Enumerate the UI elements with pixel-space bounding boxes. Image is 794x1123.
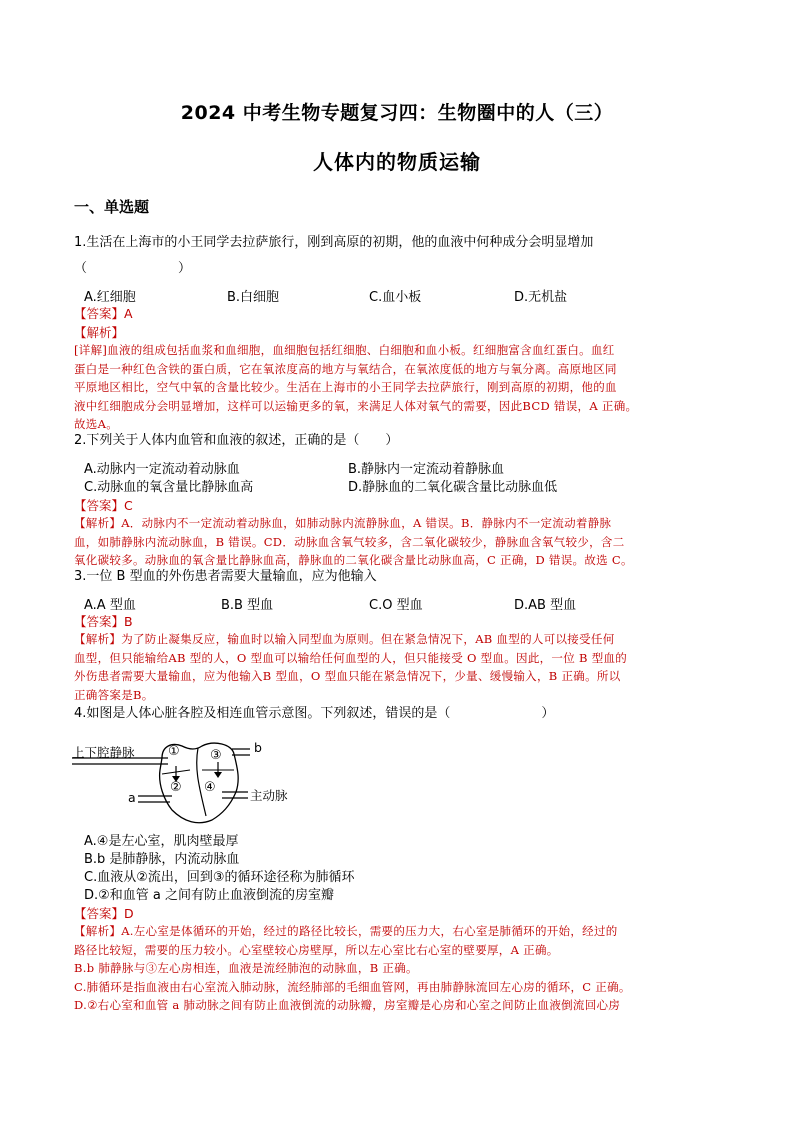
question-1-analysis-label: 【解析】 <box>74 325 125 340</box>
chamber-2-label: ② <box>170 780 182 795</box>
document-title: 2024 中考生物专题复习四：生物圈中的人（三） <box>180 102 614 124</box>
analysis-line: B.b 肺静脉与③左心房相连，血液是流经肺泡的动脉血，B 正确。 <box>74 961 418 976</box>
question-4-option-d[interactable]: D.②和血管 a 之间有防止血液倒流的房室瓣 <box>84 888 335 903</box>
question-3-answer: 【答案】B <box>74 614 133 629</box>
analysis-line: 路径比较短，需要的压力较小。心室壁较心房壁厚，所以左心室比右心室的壁要厚，A 正确。 <box>74 942 559 957</box>
question-4-stem: 4.如图是人体心脏各腔及相连血管示意图。下列叙述，错误的是（ ） <box>74 706 555 721</box>
option-c[interactable]: C.血小板 <box>369 290 422 305</box>
analysis-line: 蛋白是一种红色含铁的蛋白质，它在氧浓度高的地方与氧结合，在氧浓度低的地方与氧分离。高原地区同 <box>74 361 617 376</box>
analysis-line: 平原地区相比，空气中氧的含量比较少。生活在上海市的小王同学去拉萨旅行，刚到高原的初期，他的血 <box>74 380 617 395</box>
option-d[interactable]: D.无机盐 <box>514 290 568 305</box>
analysis-line: 正确答案是B。 <box>74 687 154 702</box>
option-a[interactable]: A.红细胞 <box>84 290 136 305</box>
option-b[interactable]: B.静脉内一定流动着静脉血 <box>348 462 505 477</box>
question-1-paren: （ ） <box>74 261 192 276</box>
question-2-analysis <box>74 514 722 570</box>
document-subtitle: 人体内的物质运输 <box>313 150 481 174</box>
question-2-answer: 【答案】C <box>74 498 133 513</box>
option-b[interactable]: B.白细胞 <box>227 290 280 305</box>
heart-diagram <box>72 740 302 832</box>
label-aorta: 主动脉 <box>250 788 288 803</box>
chamber-1-label: ① <box>168 744 180 759</box>
question-1-stem: 1.生活在上海市的小王同学去拉萨旅行，刚到高原的初期，他的血液中何种成分会明显增加 <box>74 235 594 250</box>
analysis-line: C.肺循环是指血液由右心室流入肺动脉，流经肺部的毛细血管网，再由肺静脉流回左心房的循环，C 正确。 <box>74 979 631 994</box>
analysis-line: [详解]血液的组成包括血浆和血细胞，血细胞包括红细胞、白细胞和血小板。红细胞富含血红蛋白。血红 <box>74 343 615 357</box>
analysis-line: 血型，但只能输给AB 型的人，O 型血可以输给任何血型的人，但只能接受 O 型血。因此，一位 B 型血的 <box>74 650 628 665</box>
analysis-line: 【解析】A.左心室是体循环的开始，经过的路径比较长，需要的压力大，右心室是肺循环的开始，经过的 <box>74 924 618 938</box>
analysis-line: 故选A。 <box>74 417 119 432</box>
question-4-analysis <box>74 922 722 1015</box>
analysis-line: 液中红细胞成分会明显增加，这样可以运输更多的氧，来满足人体对氧气的需要，因此BCD 错误，A 正确。 <box>74 398 638 413</box>
question-4-answer: 【答案】D <box>74 906 134 921</box>
question-3-analysis <box>74 630 722 704</box>
option-d[interactable]: D.静脉血的二氧化碳含量比动脉血低 <box>348 480 558 495</box>
label-vena-cava: 上下腔静脉 <box>72 745 135 760</box>
question-3-stem: 3.一位 B 型血的外伤患者需要大量输血，应为他输入 <box>74 569 377 584</box>
analysis-line: 【解析】A．动脉内不一定流动着动脉血，如肺动脉内流静脉血，A 错误。B．静脉内不一定流动着静脉 <box>74 516 612 530</box>
analysis-line: 【解析】为了防止凝集反应，输血时以输入同型血为原则。但在紧急情况下，AB 血型的人可以接受任何 <box>74 632 615 646</box>
label-a: a <box>128 790 136 805</box>
option-d[interactable]: D.AB 型血 <box>514 598 577 613</box>
analysis-line: 血，如肺静脉内流动脉血，B 错误。CD．动脉血含氧气较多，含二氧化碳较少，静脉血含氧气较少，含二 <box>74 534 625 549</box>
question-4-option-a[interactable]: A.④是左心室，肌肉壁最厚 <box>84 834 239 849</box>
label-b: b <box>254 740 262 755</box>
chamber-4-label: ④ <box>204 780 216 795</box>
question-1-answer: 【答案】A <box>74 306 133 321</box>
option-c[interactable]: C.动脉血的氧含量比静脉血高 <box>84 480 254 495</box>
analysis-line: 氧化碳较多。动脉血的氧含量比静脉血高，静脉血的二氧化碳含量比动脉血高，C 正确，D 错误。故选 C。 <box>74 553 633 568</box>
option-a[interactable]: A.A 型血 <box>84 598 136 613</box>
option-c[interactable]: C.O 型血 <box>369 598 423 613</box>
option-a[interactable]: A.动脉内一定流动着动脉血 <box>84 462 240 477</box>
question-4-option-b[interactable]: B.b 是肺静脉，内流动脉血 <box>84 852 240 867</box>
section-heading: 一、单选题 <box>74 198 150 216</box>
question-1-analysis <box>74 341 722 434</box>
option-b[interactable]: B.B 型血 <box>221 598 274 613</box>
chamber-3-label: ③ <box>210 748 222 763</box>
question-2-stem: 2.下列关于人体内血管和血液的叙述，正确的是（ ） <box>74 433 399 448</box>
analysis-line: D.②右心室和血管 a 肺动脉之间有防止血液倒流的动脉瓣，房室瓣是心房和心室之间防止血液倒流回心房 <box>74 998 621 1013</box>
analysis-line: 外伤患者需要大量输血，应为他输入B 型血，O 型血只能在紧急情况下，少量、缓慢输入，B 正确。所以 <box>74 669 621 684</box>
question-4-option-c[interactable]: C.血液从②流出，回到③的循环途径称为肺循环 <box>84 870 355 885</box>
